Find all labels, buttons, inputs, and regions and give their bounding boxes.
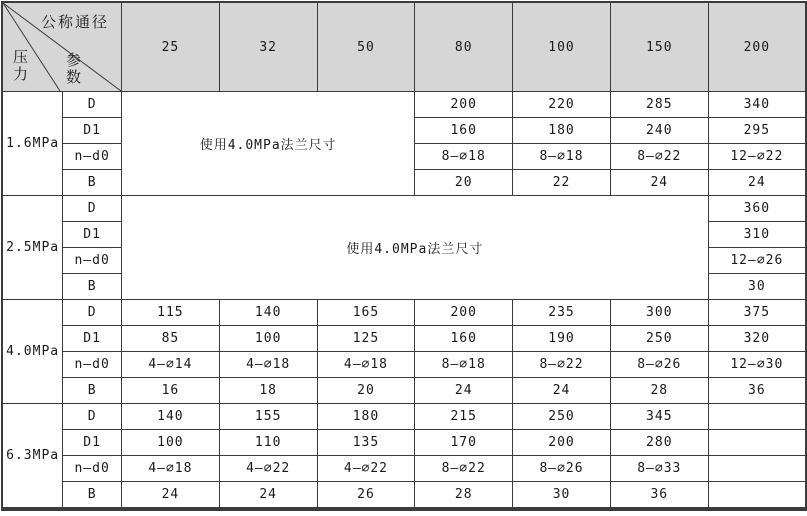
value-cell: 345 bbox=[610, 404, 708, 430]
value-cell: 8—∅18 bbox=[415, 352, 513, 378]
value-cell: 180 bbox=[513, 118, 611, 144]
value-cell: 215 bbox=[415, 404, 513, 430]
value-cell bbox=[708, 456, 806, 482]
value-cell: 375 bbox=[708, 300, 806, 326]
table-row bbox=[2, 326, 806, 352]
value-cell: 12—∅30 bbox=[708, 352, 806, 378]
param-label: D1 bbox=[63, 222, 122, 248]
table-row bbox=[2, 352, 806, 378]
value-cell: 280 bbox=[610, 430, 708, 456]
value-cell: 340 bbox=[708, 92, 806, 118]
value-cell: 20 bbox=[317, 378, 415, 404]
param-label: D1 bbox=[63, 430, 122, 456]
table-row bbox=[2, 196, 806, 222]
param-label: D1 bbox=[63, 118, 122, 144]
value-cell: 24 bbox=[415, 378, 513, 404]
value-cell: 4—∅18 bbox=[317, 352, 415, 378]
value-cell: 200 bbox=[513, 430, 611, 456]
value-cell: 8—∅18 bbox=[415, 144, 513, 170]
value-cell: 8—∅22 bbox=[610, 144, 708, 170]
value-cell: 295 bbox=[708, 118, 806, 144]
value-cell: 8—∅18 bbox=[513, 144, 611, 170]
value-cell: 30 bbox=[708, 274, 806, 300]
value-cell: 36 bbox=[610, 482, 708, 510]
value-cell: 285 bbox=[610, 92, 708, 118]
value-cell bbox=[708, 430, 806, 456]
value-cell: 170 bbox=[415, 430, 513, 456]
value-cell: 235 bbox=[513, 300, 611, 326]
value-cell: 125 bbox=[317, 326, 415, 352]
value-cell: 28 bbox=[415, 482, 513, 510]
param-label: B bbox=[63, 482, 122, 510]
param-label: n—d0 bbox=[63, 352, 122, 378]
value-cell: 100 bbox=[122, 430, 220, 456]
param-label: B bbox=[63, 274, 122, 300]
value-cell: 8—∅26 bbox=[610, 352, 708, 378]
col-header-100: 100 bbox=[513, 2, 611, 92]
value-cell: 180 bbox=[317, 404, 415, 430]
value-cell: 320 bbox=[708, 326, 806, 352]
value-cell: 24 bbox=[610, 170, 708, 196]
value-cell: 4—∅14 bbox=[122, 352, 220, 378]
value-cell: 190 bbox=[513, 326, 611, 352]
value-cell: 200 bbox=[415, 92, 513, 118]
pressure-label-4-0mpa: 4.0MPa bbox=[2, 300, 63, 404]
table-row bbox=[2, 430, 806, 456]
param-label: D bbox=[63, 404, 122, 430]
value-cell: 4—∅18 bbox=[219, 352, 317, 378]
value-cell: 160 bbox=[415, 326, 513, 352]
value-cell: 300 bbox=[610, 300, 708, 326]
col-header-80: 80 bbox=[415, 2, 513, 92]
merged-note-cell: 使用4.0MPa法兰尺寸 bbox=[122, 92, 415, 196]
value-cell: 20 bbox=[415, 170, 513, 196]
col-header-150: 150 bbox=[610, 2, 708, 92]
value-cell: 100 bbox=[219, 326, 317, 352]
value-cell: 36 bbox=[708, 378, 806, 404]
value-cell: 8—∅26 bbox=[513, 456, 611, 482]
param-label: D bbox=[63, 92, 122, 118]
value-cell: 135 bbox=[317, 430, 415, 456]
table-row bbox=[2, 456, 806, 482]
value-cell: 165 bbox=[317, 300, 415, 326]
corner-header-cell bbox=[2, 2, 122, 92]
value-cell: 250 bbox=[610, 326, 708, 352]
header-row bbox=[2, 2, 806, 92]
value-cell: 12—∅22 bbox=[708, 144, 806, 170]
value-cell: 140 bbox=[122, 404, 220, 430]
param-label: n—d0 bbox=[63, 248, 122, 274]
value-cell: 24 bbox=[513, 378, 611, 404]
pressure-label-6-3mpa: 6.3MPa bbox=[2, 404, 63, 510]
param-label: n—d0 bbox=[63, 456, 122, 482]
value-cell: 8—∅22 bbox=[415, 456, 513, 482]
value-cell: 310 bbox=[708, 222, 806, 248]
table-row bbox=[2, 300, 806, 326]
value-cell: 28 bbox=[610, 378, 708, 404]
pressure-axis-label: 压力 bbox=[12, 48, 28, 84]
parameter-axis-label: 参数 bbox=[65, 51, 81, 87]
col-header-200: 200 bbox=[708, 2, 806, 92]
value-cell: 250 bbox=[513, 404, 611, 430]
flange-dimension-table bbox=[1, 1, 807, 511]
value-cell: 240 bbox=[610, 118, 708, 144]
param-label: n—d0 bbox=[63, 144, 122, 170]
nominal-diameter-label: 公称通径 bbox=[41, 13, 110, 31]
param-label: B bbox=[63, 378, 122, 404]
value-cell: 220 bbox=[513, 92, 611, 118]
table-row bbox=[2, 404, 806, 430]
table-row bbox=[2, 378, 806, 404]
value-cell: 26 bbox=[317, 482, 415, 510]
param-label: D bbox=[63, 300, 122, 326]
value-cell: 8—∅22 bbox=[513, 352, 611, 378]
param-label: B bbox=[63, 170, 122, 196]
value-cell bbox=[708, 404, 806, 430]
value-cell bbox=[708, 482, 806, 510]
value-cell: 24 bbox=[708, 170, 806, 196]
value-cell: 115 bbox=[122, 300, 220, 326]
value-cell: 160 bbox=[415, 118, 513, 144]
table-row bbox=[2, 482, 806, 510]
col-header-25: 25 bbox=[122, 2, 220, 92]
value-cell: 85 bbox=[122, 326, 220, 352]
value-cell: 360 bbox=[708, 196, 806, 222]
value-cell: 110 bbox=[219, 430, 317, 456]
value-cell: 4—∅22 bbox=[219, 456, 317, 482]
pressure-label-2-5mpa: 2.5MPa bbox=[2, 196, 63, 300]
value-cell: 18 bbox=[219, 378, 317, 404]
value-cell: 24 bbox=[219, 482, 317, 510]
value-cell: 140 bbox=[219, 300, 317, 326]
pressure-label-1-6mpa: 1.6MPa bbox=[2, 92, 63, 196]
param-label: D1 bbox=[63, 326, 122, 352]
value-cell: 12—∅26 bbox=[708, 248, 806, 274]
value-cell: 24 bbox=[122, 482, 220, 510]
value-cell: 200 bbox=[415, 300, 513, 326]
col-header-32: 32 bbox=[219, 2, 317, 92]
value-cell: 30 bbox=[513, 482, 611, 510]
value-cell: 22 bbox=[513, 170, 611, 196]
merged-note-cell: 使用4.0MPa法兰尺寸 bbox=[122, 196, 709, 300]
param-label: D bbox=[63, 196, 122, 222]
table-row bbox=[2, 92, 806, 118]
corner-wrap bbox=[3, 3, 121, 91]
value-cell: 4—∅22 bbox=[317, 456, 415, 482]
value-cell: 4—∅18 bbox=[122, 456, 220, 482]
value-cell: 16 bbox=[122, 378, 220, 404]
col-header-50: 50 bbox=[317, 2, 415, 92]
value-cell: 8—∅33 bbox=[610, 456, 708, 482]
value-cell: 155 bbox=[219, 404, 317, 430]
